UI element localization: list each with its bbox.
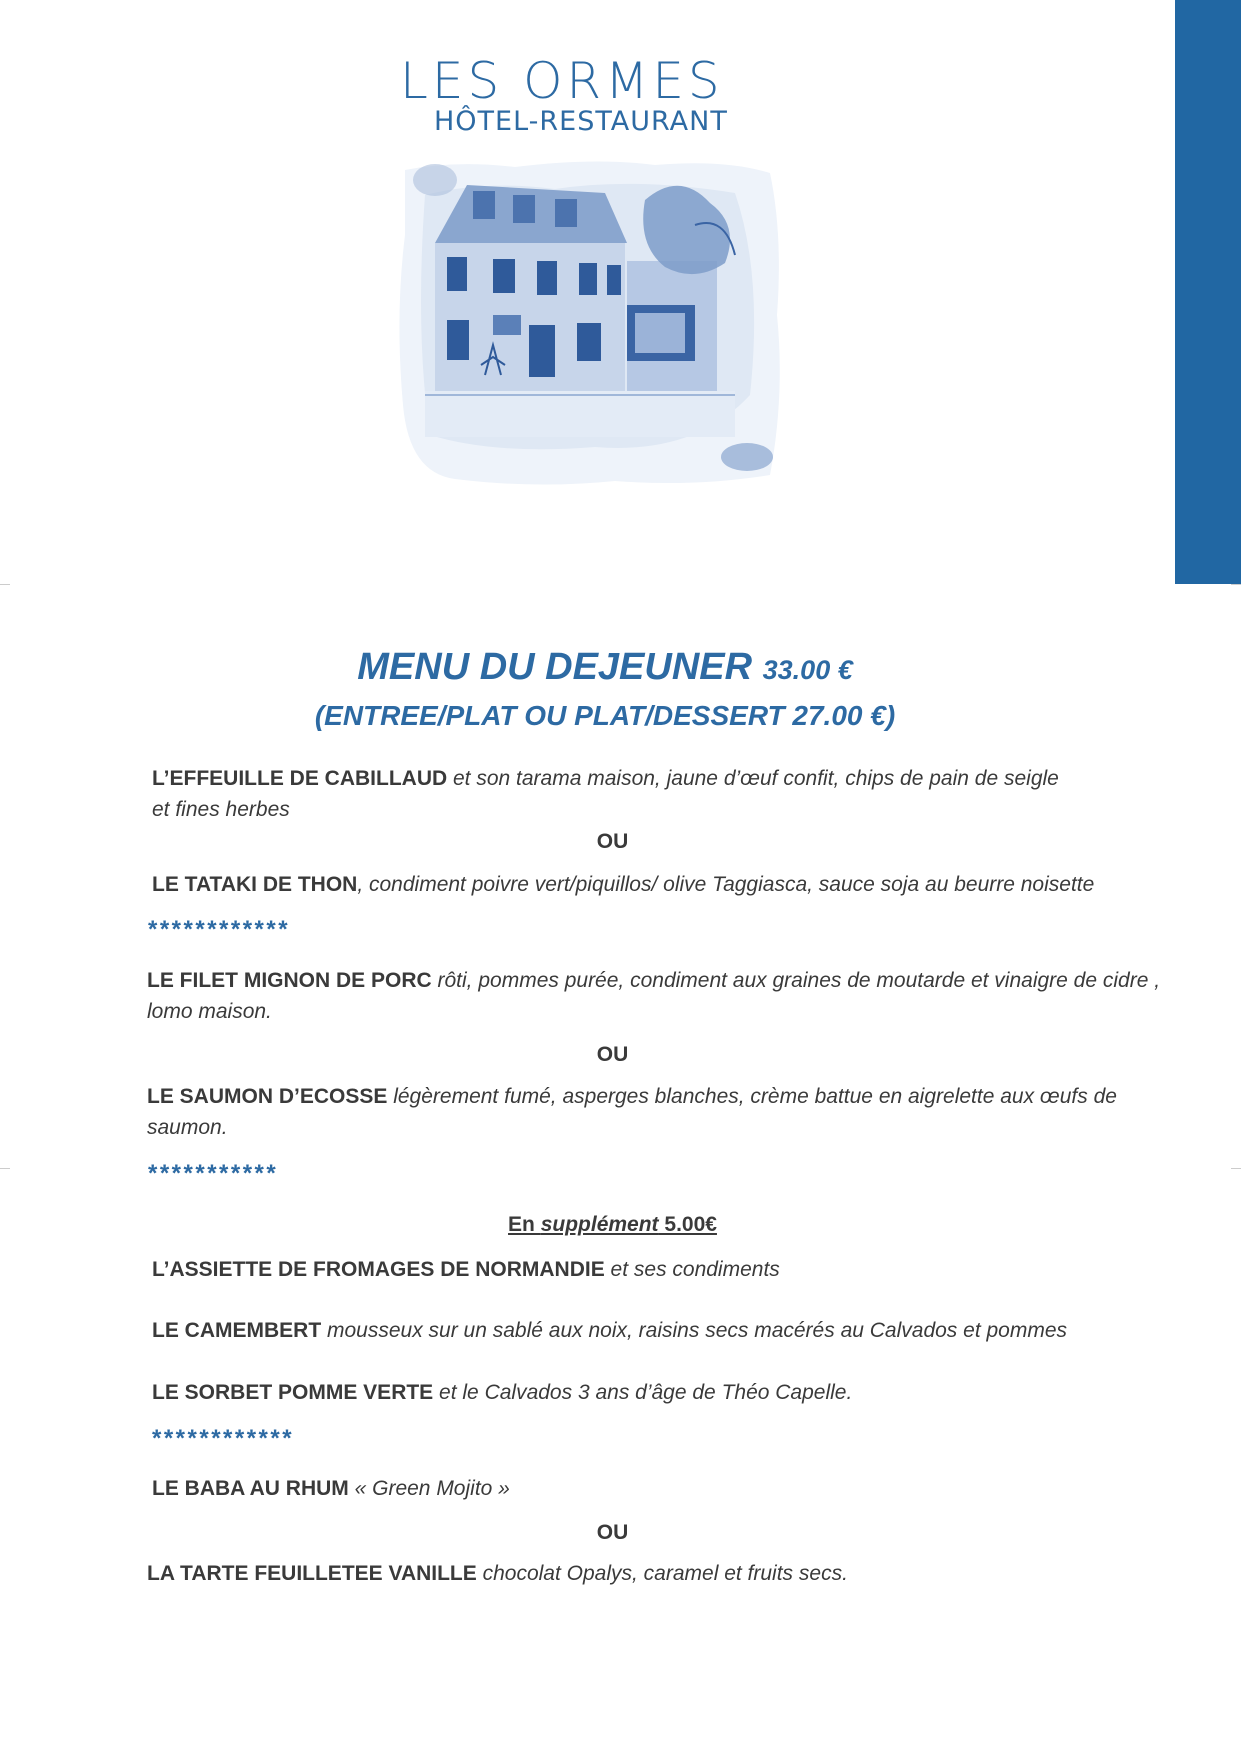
dish-name: L’ASSIETTE DE FROMAGES DE NORMANDIE (152, 1258, 605, 1281)
or-separator: OU (596, 1521, 629, 1544)
hotel-building-illustration (395, 155, 785, 490)
dish-description: et le Calvados 3 ans d’âge de Théo Capelle. (433, 1381, 853, 1404)
dish-description: légèrement fumé, asperges blanches, crème battue en aigrelette aux œufs de saumon. (147, 1085, 1117, 1139)
dish-description: mousseux sur un sablé aux noix, raisins secs macérés au Calvados et pommes (321, 1319, 1068, 1342)
dish-description: et ses condiments (604, 1258, 780, 1281)
supplement-prefix: En (508, 1213, 541, 1236)
dish-cheese (152, 1377, 1152, 1408)
dish-description: rôti, pommes purée, condiment aux graines de moutarde et vinaigre de cidre , lomo maison. (147, 969, 1161, 1023)
or-separator: OU (596, 830, 629, 853)
dish-name: LE CAMEMBERT (152, 1319, 322, 1342)
dish-starter (152, 763, 1112, 825)
dish-name: LE SORBET POMME VERTE (152, 1381, 434, 1404)
dish-dessert (152, 1473, 1152, 1504)
logo-name: LES ORMES (400, 52, 724, 110)
dish-cheese (152, 1254, 1152, 1285)
dish-description: « Green Mojito » (348, 1477, 510, 1500)
dish-description: , condiment poivre vert/piquillos/ olive Taggiasca, sauce soja au beurre noisette (357, 873, 1095, 896)
side-accent-bar (1175, 0, 1241, 584)
crop-mark (0, 1168, 10, 1169)
dish-name: LE FILET MIGNON DE PORC (147, 969, 432, 992)
menu-subtitle: (ENTREE/PLAT OU PLAT/DESSERT 27.00 €) (314, 700, 896, 731)
dish-main (147, 1081, 1177, 1143)
dish-name: L’EFFEUILLE DE CABILLAUD (152, 767, 448, 790)
section-separator: ************ (148, 916, 291, 943)
dish-name: LE BABA AU RHUM (152, 1477, 349, 1500)
crop-mark (1231, 584, 1241, 585)
dish-name: LA TARTE FEUILLETEE VANILLE (147, 1562, 477, 1585)
crop-mark (0, 584, 10, 585)
logo-subtitle: HÔTEL-RESTAURANT (434, 106, 728, 137)
dish-cheese (152, 1315, 1182, 1346)
dish-dessert (147, 1558, 1147, 1589)
crop-mark (1231, 1168, 1241, 1169)
dish-description: chocolat Opalys, caramel et fruits secs. (476, 1562, 848, 1585)
or-separator: OU (596, 1043, 629, 1066)
supplement-price: 5.00€ (658, 1213, 717, 1236)
supplement-note (0, 1214, 1225, 1235)
dish-description: et fines herbes (152, 798, 290, 821)
section-separator: ************ (152, 1425, 295, 1452)
dish-starter (152, 869, 1162, 900)
menu-price: 33.00 € (762, 655, 853, 685)
supplement-word: supplément (540, 1213, 659, 1236)
dish-description: et son tarama maison, jaune d’œuf confit, chips de pain de seigle (447, 767, 1059, 790)
menu-title-text: MENU DU DEJEUNER (357, 646, 753, 688)
dish-main (147, 965, 1162, 1027)
menu-title (0, 648, 1210, 686)
section-separator: *********** (148, 1160, 279, 1187)
dish-name: LE SAUMON D’ECOSSE (147, 1085, 388, 1108)
dish-name: LE TATAKI DE THON (152, 873, 358, 896)
